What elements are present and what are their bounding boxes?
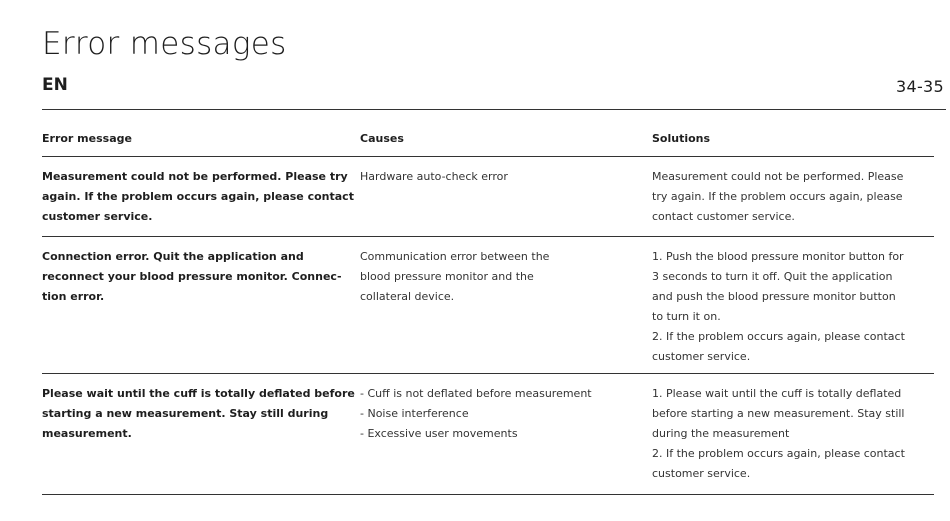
text-line: customer service. [652, 467, 751, 480]
text-line: 2. If the problem occurs again, please contact [652, 447, 905, 460]
text-line: before starting a new measurement. Stay still [652, 407, 905, 420]
text-line: - Excessive user movements [360, 427, 518, 440]
text-line: collateral device. [360, 290, 455, 303]
text-line: 1. Push the blood pressure monitor button for [652, 250, 904, 263]
error-message-cell [42, 247, 360, 373]
solutions-cell [652, 384, 934, 494]
text-line: to turn it on. [652, 310, 721, 323]
text-line: starting a new measurement. Stay still during [42, 407, 329, 420]
causes-cell [360, 167, 652, 236]
text-line: Measurement could not be performed. Please try [42, 170, 348, 183]
text-line: blood pressure monitor and the [360, 270, 534, 283]
causes-cell [360, 384, 652, 494]
text-line: measurement. [42, 427, 132, 440]
causes-cell [360, 247, 652, 373]
page-range: 34-35 [896, 77, 944, 96]
error-messages-table [42, 110, 934, 495]
column-header-error-message: Error message [42, 131, 132, 145]
table-header-row [42, 110, 934, 157]
text-line: - Noise interference [360, 407, 469, 420]
text-line: and push the blood pressure monitor button [652, 290, 896, 303]
text-line: Please wait until the cuff is totally deflated before [42, 387, 355, 400]
text-line: - Cuff is not deflated before measurement [360, 387, 592, 400]
error-message-cell [42, 384, 360, 494]
text-line: reconnect your blood pressure monitor. Connec- [42, 270, 342, 283]
page-title: Error messages [42, 26, 287, 62]
text-line: Communication error between the [360, 250, 550, 263]
text-line: Hardware auto-check error [360, 170, 508, 183]
text-line: 1. Please wait until the cuff is totally deflated [652, 387, 902, 400]
table-row [42, 157, 934, 237]
text-line: 2. If the problem occurs again, please contact [652, 330, 905, 343]
text-line: Connection error. Quit the application and [42, 250, 304, 263]
error-message-cell [42, 167, 360, 236]
text-line: again. If the problem occurs again, please contact [42, 190, 354, 203]
text-line: Measurement could not be performed. Please [652, 170, 904, 183]
text-line: try again. If the problem occurs again, please [652, 190, 903, 203]
table-row [42, 237, 934, 374]
text-line: contact customer service. [652, 210, 795, 223]
text-line: customer service. [42, 210, 153, 223]
column-header-causes: Causes [360, 131, 404, 145]
solutions-cell [652, 247, 934, 373]
column-header-solutions: Solutions [652, 131, 711, 145]
text-line: customer service. [652, 350, 751, 363]
language-code: EN [42, 75, 68, 95]
text-line: tion error. [42, 290, 105, 303]
solutions-cell [652, 167, 934, 236]
table-row [42, 374, 934, 495]
text-line: 3 seconds to turn it off. Quit the application [652, 270, 893, 283]
text-line: during the measurement [652, 427, 790, 440]
